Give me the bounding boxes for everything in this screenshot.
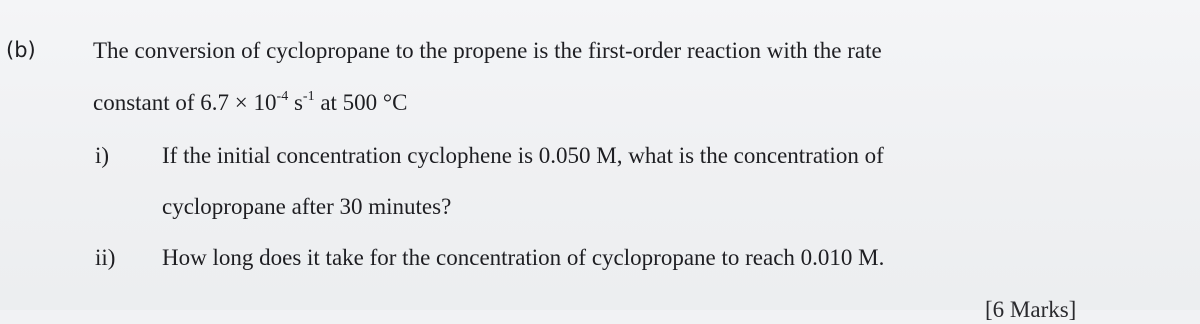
subpart-ii-line-1: How long does it take for the concentration of cyclopropane to reach 0.010 M.	[162, 245, 885, 270]
subpart-label-i: i)	[95, 143, 110, 168]
marks-label: [6 Marks]	[985, 297, 1077, 322]
temperature-text: at 500 °C	[314, 90, 408, 115]
rate-constant-unit: s	[288, 90, 303, 115]
rate-constant-exponent: -4	[276, 89, 289, 104]
subpart-label-ii: ii)	[95, 245, 116, 270]
intro-line-1: The conversion of cyclopropane to the propene is the first-order reaction with the rate	[93, 38, 882, 63]
rate-constant-prefix: constant of 6.7 × 10	[93, 90, 277, 115]
rate-constant-unit-exponent: -1	[302, 89, 315, 104]
part-label: (b)	[6, 38, 36, 62]
intro-line-2	[93, 89, 407, 117]
subpart-i-line-2: cyclopropane after 30 minutes?	[162, 194, 452, 219]
subpart-i-line-1: If the initial concentration cyclophene is 0.050 M, what is the concentration of	[162, 143, 884, 168]
